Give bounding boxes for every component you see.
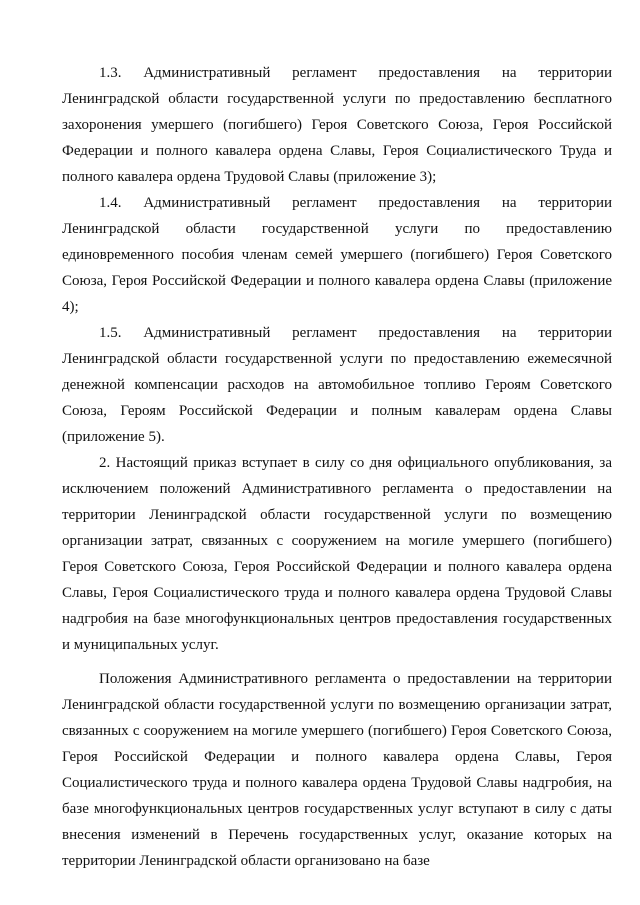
paragraph-text: Административный регламент предоставления на территории Ленинградской области государственной услуги по предоставлению единовременного пособия членам семей умершего (погибшего) Героя Советского Союза, Героя Российской Федерации и полного кавалера ордена Славы (приложение 4); [62, 195, 612, 315]
paragraph-text: Административный регламент предоставления на территории Ленинградской области государственной услуги по предоставлению бесплатного захоронения умершего (погибшего) Героя Советского Союза, Героя Российской Федерации и полного кавалера ордена Славы, Героя Социалистического Труда и полного кавалера ордена Трудовой Славы (приложение 3); [62, 65, 612, 185]
paragraph-number: 1.5. [99, 325, 122, 341]
paragraph-1-3 [62, 60, 612, 190]
paragraph-text: Положения Административного регламента о предоставлении на территории Ленинградской области государственной услуги по возмещению организации затрат, связанных с сооружением на могиле умершего (погибшего) Героя Советского Союза, Героя Российской Федерации и полного кавалера ордена Славы, Героя Социалистического труда и полного кавалера ордена Трудовой Славы надгробия, на базе многофункциональных центров государственных услуг вступают в силу с даты внесения изменений в Перечень государственных услуг, оказание которых на территории Ленинградской области организовано на базе [62, 671, 612, 869]
paragraph-text: Административный регламент предоставления на территории Ленинградской области государственной услуги по предоставлению ежемесячной денежной компенсации расходов на автомобильное топливо Героям Советского Союза, Героям Российской Федерации и полным кавалерам ордена Славы (приложение 5). [62, 325, 612, 445]
paragraph-1-5 [62, 320, 612, 450]
document-page [62, 60, 612, 874]
paragraph-number: 1.3. [99, 65, 122, 81]
paragraph-number: 2. [99, 455, 111, 471]
paragraph-number: 1.4. [99, 195, 122, 211]
paragraph-2 [62, 450, 612, 658]
paragraph-1-4 [62, 190, 612, 320]
paragraph-provisions [62, 666, 612, 874]
paragraph-text: Настоящий приказ вступает в силу со дня официального опубликования, за исключением положений Административного регламента о предоставлении на территории Ленинградской области государственной услуги по возмещению организации затрат, связанных с сооружением на могиле умершего (погибшего) Героя Советского Союза, Героя Российской Федерации и полного кавалера ордена Славы, Героя Социалистического труда и полного кавалера ордена Трудовой Славы надгробия на базе многофункциональных центров предоставления государственных и муниципальных услуг. [62, 455, 613, 653]
